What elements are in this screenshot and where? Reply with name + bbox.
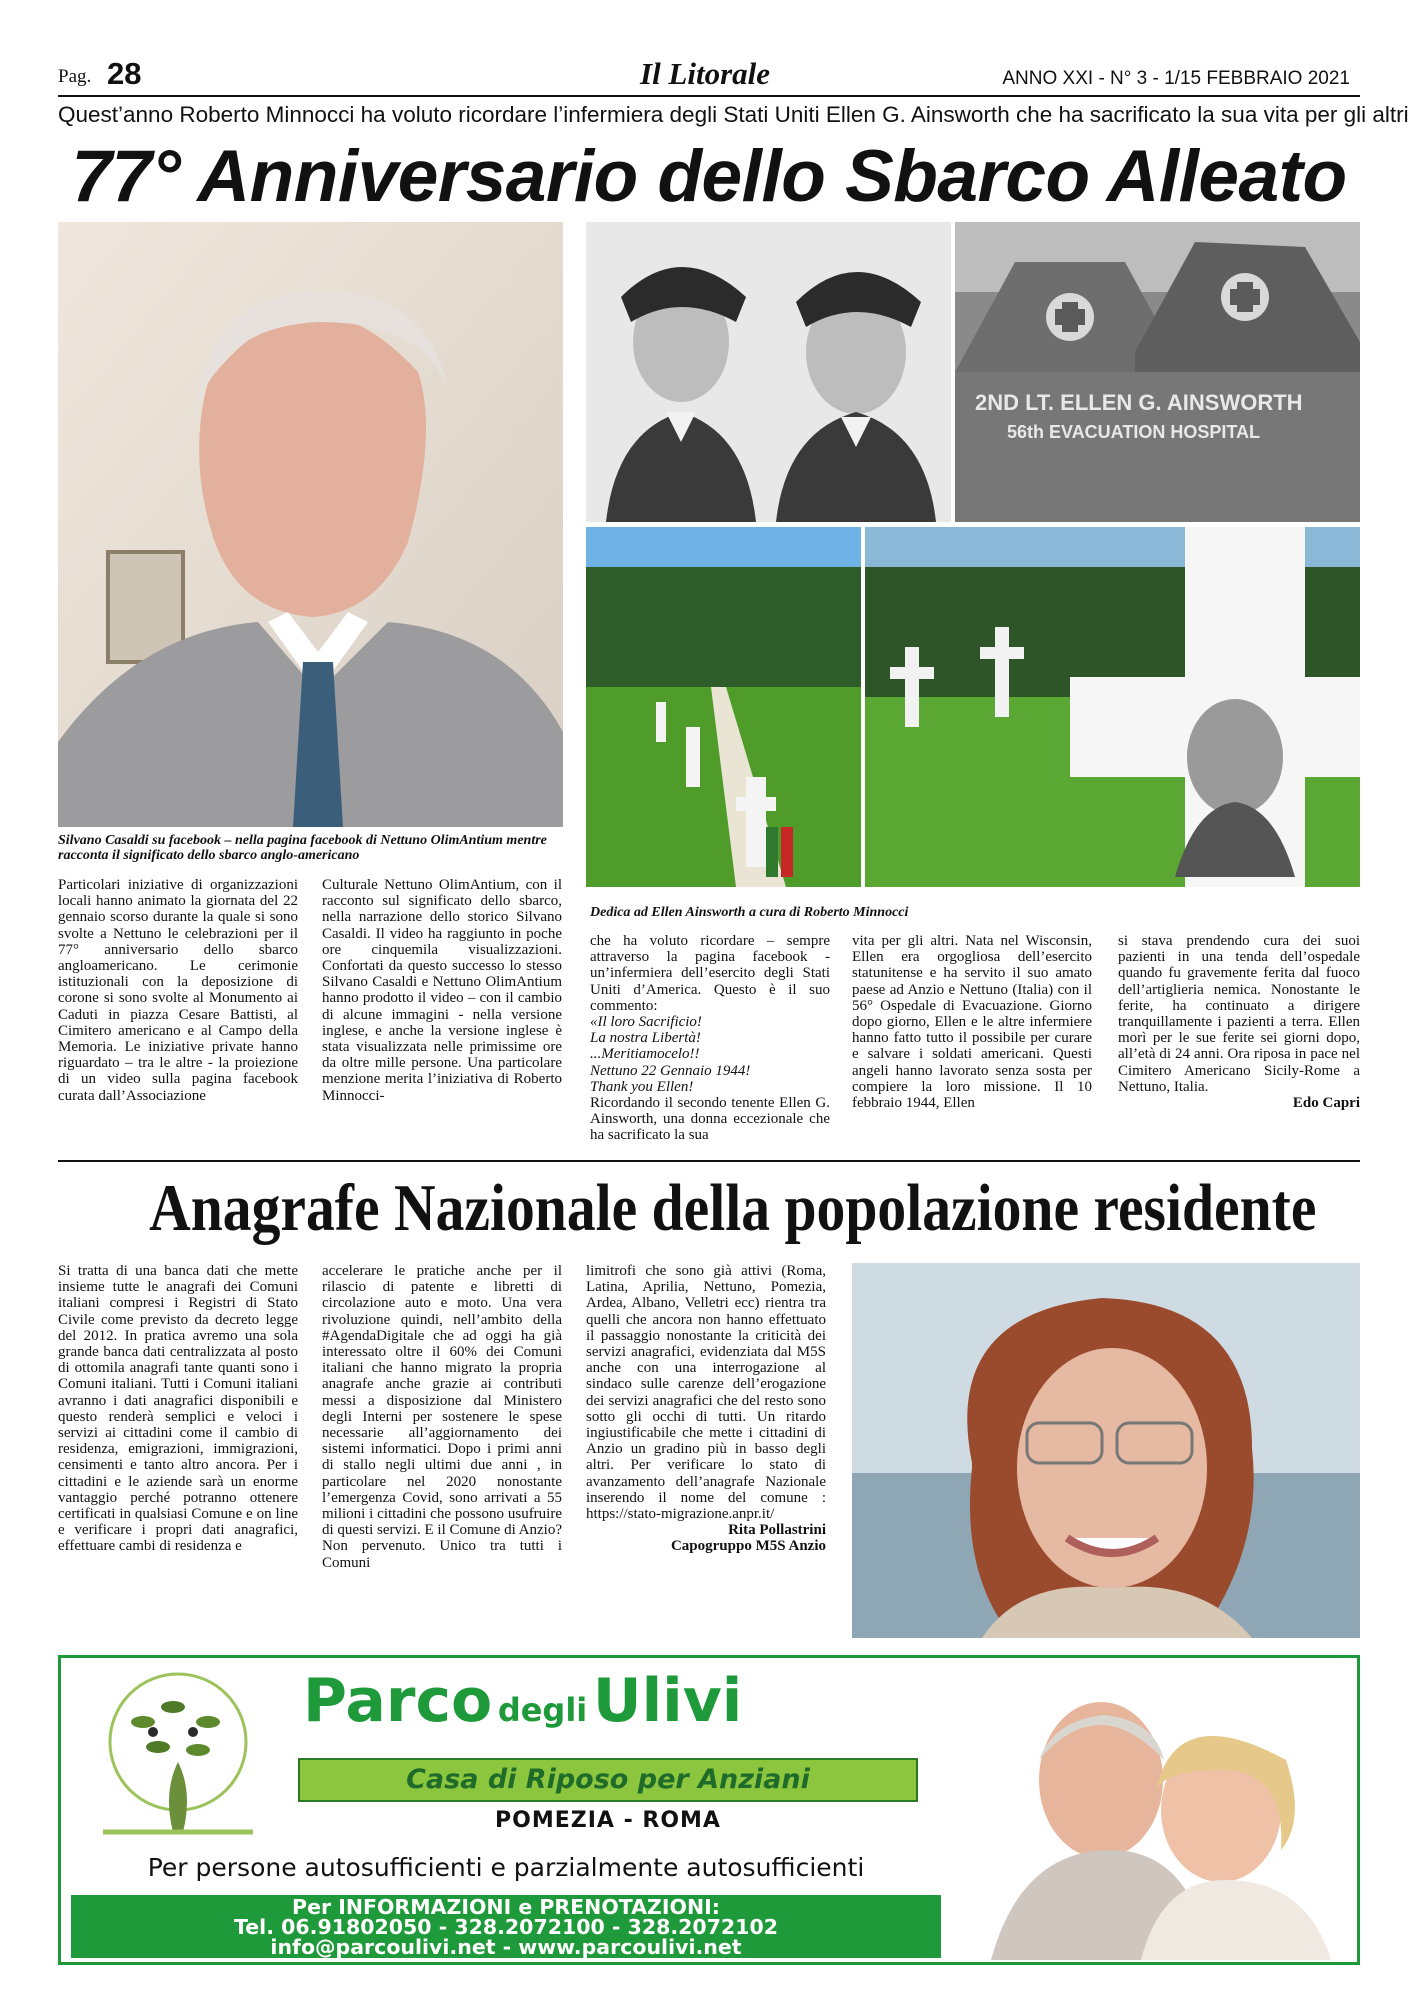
advert-parco-degli-ulivi[interactable]: [58, 1655, 1360, 1965]
article1-quote-3: ...Meritiamocelo!!: [590, 1046, 700, 1063]
article2-col1-text: Si tratta di una banca dati che mette insieme tutte le anagrafi dei Comuni italiani compresi i Registri di Stato Civile come previsto da decreto legge del 2012. In pratica avremo una sola grande banca dati centralizzata al posto di ottomila anagrafi tante quanti sono i Comuni italiani. Tutti i Comuni italiani avranno i dati anagrafici disponibili e questo renderà semplici e veloci i servizi ai cittadini come il cambio di residenza, emigrazioni, immigrazioni, censimenti e tanto altro ancora. Per i cittadini e le aziende sarà un enorme vantaggio perché potranno ottenere certificati in qualsiasi Comune e on line e verificare i propri dati anagrafici, effettuare cambi di residenza e: [58, 1263, 298, 1555]
article1-col4-text: vita per gli altri. Nata nel Wisconsin, Ellen era orgogliosa dell’esercito statunitense e ha servito il suo amato paese ad Anzio e Nettuno (Italia) con il 56° Ospedale di Evacuazione. Giorno dopo giorno, Ellen e le altre infermiere hanno fatto tutto il possibile per curare e salvare i soldati americani. Questi angeli hanno lavorato senza sosta per compiere la loro missione. Il 10 febbraio 1944, Ellen: [852, 933, 1092, 1112]
photo-evacuation-hospital: [955, 222, 1360, 522]
article2-col2-text: accelerare le pratiche anche per il rilascio di patente e libretti di circolazione auto e moto. Una vera rivoluzione quindi, nell’ambito della #AgendaDigitale che ad oggi ha già interessato oltre il 60% dei Comuni italiani che hanno migrato la propria anagrafe anche grazie ai contributi messi a disposizione dal Ministero degli Interni per sostenere le spese necessarie all’aggiornamento dei sistemi informatici. Dopo i primi anni di stallo negli ultimi due anni , in particolare nel 2020 nonostante l’emergenza Covid, sono arrivati a 55 milioni i cittadini che possono usufruire di questi servizi. E il Comune di Anzio? Non pervenuto. Unico tra tutti i Comuni: [322, 1263, 562, 1571]
page-number: 28: [107, 56, 142, 91]
article2-col3-text: limitrofi che sono già attivi (Roma, Latina, Aprilia, Nettuno, Pomezia, Ardea, Albano, Velletri ecc) rientra tra quelli che ancora non hanno effettuato il passaggio nonostante la criticità dei servizi anagrafici, evidenziata dal M5S anche con una interrogazione al sindaco sulle carenze dell’erogazione dei servizi anagrafici che del resto sono sotto gli occhi di tutti. Un ritardo ingiustificabile che mette i cittadini di Anzio un gradino più in basso degli altri. Per verificare lo stato di avanzamento dell’anagrafe Nazionale inserendo il nome del comune : https://stato-migrazione.anpr.it/: [586, 1263, 826, 1523]
article1-col3: [590, 933, 830, 1144]
article1-col4: [852, 933, 1092, 1111]
article2-col3: [586, 1263, 826, 1555]
advert-title-parco: Parco: [303, 1666, 493, 1736]
article1-quote-4: Nettuno 22 Gennaio 1944!: [590, 1062, 751, 1079]
photo-cross-dedication: [865, 527, 1360, 887]
article1-col1: [58, 877, 298, 1104]
article1-quote-1: «Il loro Sacrificio!: [590, 1014, 702, 1031]
article1-quote-5: Thank you Ellen!: [590, 1078, 694, 1095]
advert-city: POMEZIA - ROMA: [495, 1808, 721, 1833]
advert-title: [303, 1666, 923, 1746]
article1-col5-text: si stava prendendo cura dei suoi pazienti in una tenda dell’ospedale quando fu gravemente ferita dal fuoco dell’artiglieria nemica. Nonostante le ferite, ha continuato a dirigere tranquillamente i pazienti a terra. Ellen morì per le sue ferite sei giorni dopo, all’età di 24 anni. Ora riposa in pace nel Cimitero Americano Sicily-Rome a Nettuno, Italia.: [1118, 933, 1360, 1095]
advert-contacts: [71, 1895, 941, 1958]
caption-ellen: Dedica ad Ellen Ainsworth a cura di Roberto Minnocci: [590, 905, 909, 920]
advert-email-web[interactable]: info@parcoulivi.net - www.parcoulivi.net: [270, 1935, 742, 1959]
article1-col2-text: Culturale Nettuno OlimAntium, con il racconto sul significato dello sbarco, nella narrazione dello storico Silvano Casaldi. Il video ha raggiunto in poche ore cinquemila visualizzazioni. Confortati da questo successo lo stesso Silvano Casaldi e Nettuno OlimAntium hanno prodotto il video – con il cambio di alcune immagini - nella versione inglese, e anche la versione inglese è stata visualizzata nelle primissime ore da oltre mille persone. Una particolare menzione merita l’iniziativa di Roberto Minnocci-: [322, 877, 562, 1104]
article1-author: Edo Capri: [1292, 1095, 1360, 1112]
article2-headline: Anagrafe Nazionale della popolazione residente: [149, 1171, 1317, 1245]
advert-title-ulivi: Ulivi: [592, 1666, 743, 1736]
article1-headline: 77° Anniversario dello Sbarco Alleato: [71, 136, 1347, 217]
tent-photo-subtitle: 56th EVACUATION HOSPITAL: [1007, 422, 1261, 442]
olive-tree-logo: [83, 1672, 273, 1842]
article1-col5: [1118, 933, 1360, 1111]
article1-quote-2: La nostra Libertà!: [590, 1030, 701, 1047]
advert-subtitle: Casa di Riposo per Anziani: [298, 1758, 918, 1802]
advert-contacts-heading: Per INFORMAZIONI e PRENOTAZIONI:: [292, 1895, 720, 1919]
article2-col2: [322, 1263, 562, 1571]
article1-col3-text: che ha voluto ricordare – sempre attraverso la pagina facebook - un’infermiera dell’esercito degli Stati Uniti d’America. Questo è il suo commento:: [590, 933, 830, 1014]
advert-title-degli: degli: [497, 1691, 588, 1729]
photo-silvano-casaldi: [58, 222, 563, 827]
page-label: Pag.: [58, 66, 92, 87]
caption-silvano: Silvano Casaldi su facebook – nella pagina facebook di Nettuno OlimAntium mentre racconta il significato dello sbarco anglo-americano: [58, 833, 547, 863]
article2-author: Rita Pollastrini: [728, 1522, 826, 1539]
article1-col3-text-b: Ricordando il secondo tenente Ellen G. Ainsworth, una donna eccezionale che ha sacrificato la sua: [590, 1095, 830, 1144]
advert-phone[interactable]: Tel. 06.91802050 - 328.2072100 - 328.2072102: [234, 1915, 778, 1939]
tent-photo-title: 2ND LT. ELLEN G. AINSWORTH: [975, 390, 1303, 415]
section-rule: [58, 1160, 1360, 1162]
masthead: Il Litorale: [640, 56, 771, 91]
article2-author-role: Capogruppo M5S Anzio: [670, 1538, 826, 1555]
article2-col1: [58, 1263, 298, 1555]
header-rule: [58, 95, 1360, 97]
photo-rita-pollastrini: [852, 1263, 1360, 1638]
advert-tagline: Per persone autosufficienti e parzialmente autosufficienti: [147, 1853, 865, 1882]
photo-cemetery-rows: [586, 527, 861, 887]
article1-col1-text: Particolari iniziative di organizzazioni locali hanno animato la giornata del 22 gennaio scorso durante la quale si sono svolte a Nettuno le celebrazioni per il 77° anniversario dello sbarco angloamericano. Le cerimonie istituzionali con la deposizione di corone si sono svolte al Monumento ai Caduti in piazza Cesare Battisti, al Cimitero americano e al Campo della Memoria. Le iniziative private hanno riguardato – tra le altre - la proiezione di un video sulla pagina facebook curata dall’Associazione: [58, 877, 298, 1104]
article1-col2: [322, 877, 562, 1104]
photo-ellen-portraits: [586, 222, 951, 522]
article1-kicker: Quest’anno Roberto Minnocci ha voluto ricordare l’infermiera degli Stati Uniti Ellen G. Ainsworth che ha sacrificato la sua vita per gli altri: [58, 102, 1409, 127]
advert-photo-elderly-couple: [951, 1670, 1351, 1960]
issue-info: ANNO XXI - N° 3 - 1/15 FEBBRAIO 2021: [1002, 68, 1350, 89]
